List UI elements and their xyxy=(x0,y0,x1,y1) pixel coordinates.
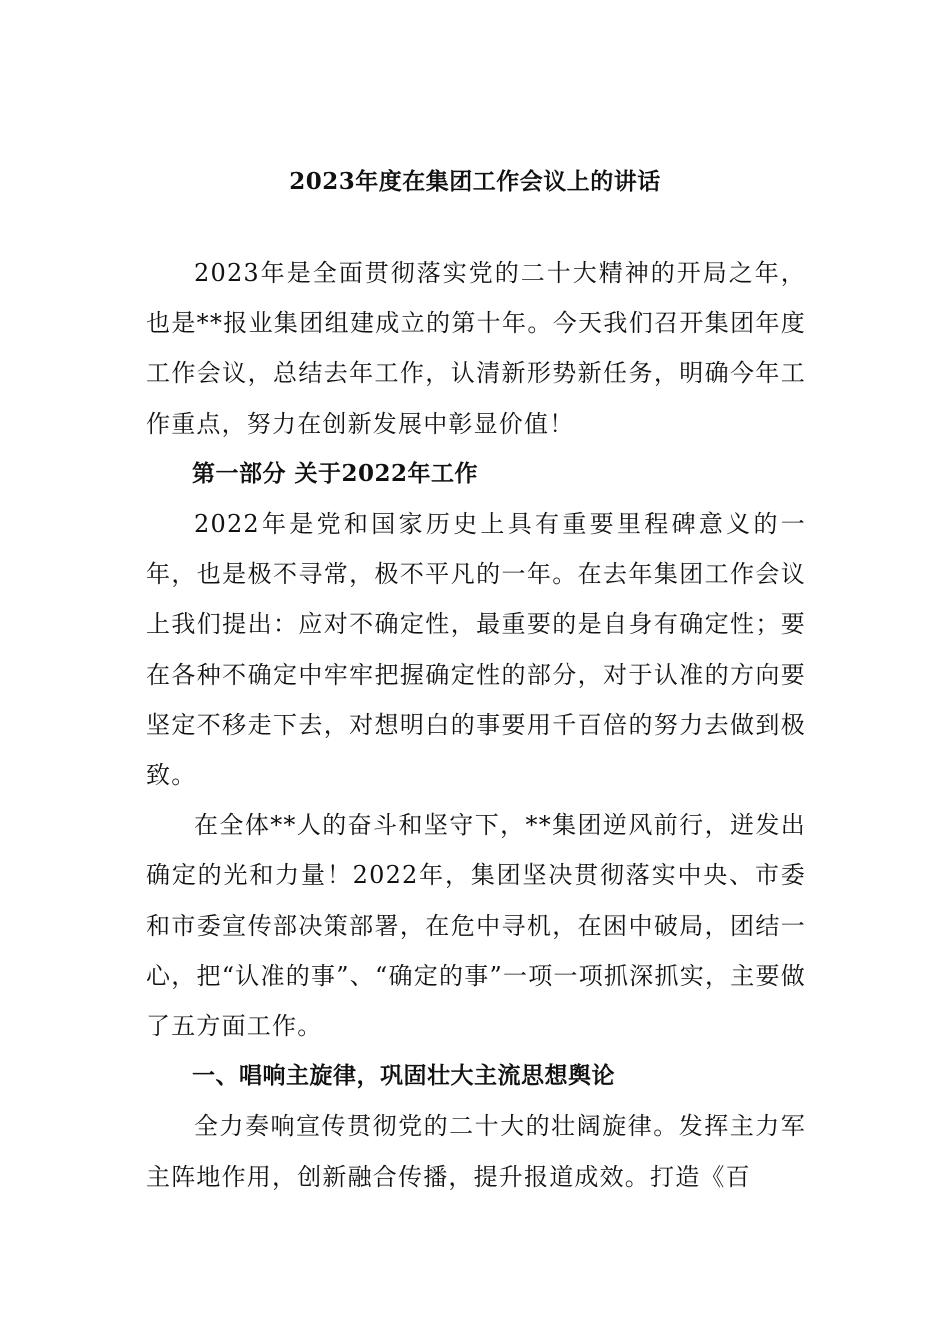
section-heading-one: 一、唱响主旋律，巩固壮大主流思想舆论 xyxy=(192,1062,615,1090)
paragraph-propaganda: 全力奏响宣传贯彻党的二十大的壮阔旋律。发挥主力军主阵地作用，创新融合传播，提升报道成效。打造《百 xyxy=(146,1112,806,1191)
paragraph-intro: 2023年是全面贯彻落实党的二十大精神的开局之年，也是**报业集团组建成立的第十年。今天我们召开集团年度工作会议，总结去年工作，认清新形势新任务，明确今年工作重点，努力在创新发展中彰显价值！ xyxy=(146,259,806,438)
document-body xyxy=(146,248,806,1202)
paragraph-2022-review: 2022年是党和国家历史上具有重要里程碑意义的一年，也是极不寻常，极不平凡的一年。在去年集团工作会议上我们提出：应对不确定性，最重要的是自身有确定性；要在各种不确定中牢牢把握确定性的部分，对于认准的方向要坚定不移走下去，对想明白的事要用千百倍的努力去做到极致。 xyxy=(146,510,806,790)
section-heading-part-one: 第一部分 关于2022年工作 xyxy=(192,459,479,487)
document-title: 2023年度在集团工作会议上的讲话 xyxy=(289,168,661,195)
paragraph-group-achievements: 在全体**人的奋斗和坚守下，**集团逆风前行，迸发出确定的光和力量！2022年，集团坚决贯彻落实中央、市委和市委宣传部决策部署，在危中寻机，在困中破局，团结一心，把“认准的事”、“确定的事”一项一项抓深抓实，主要做了五方面工作。 xyxy=(146,811,806,1041)
